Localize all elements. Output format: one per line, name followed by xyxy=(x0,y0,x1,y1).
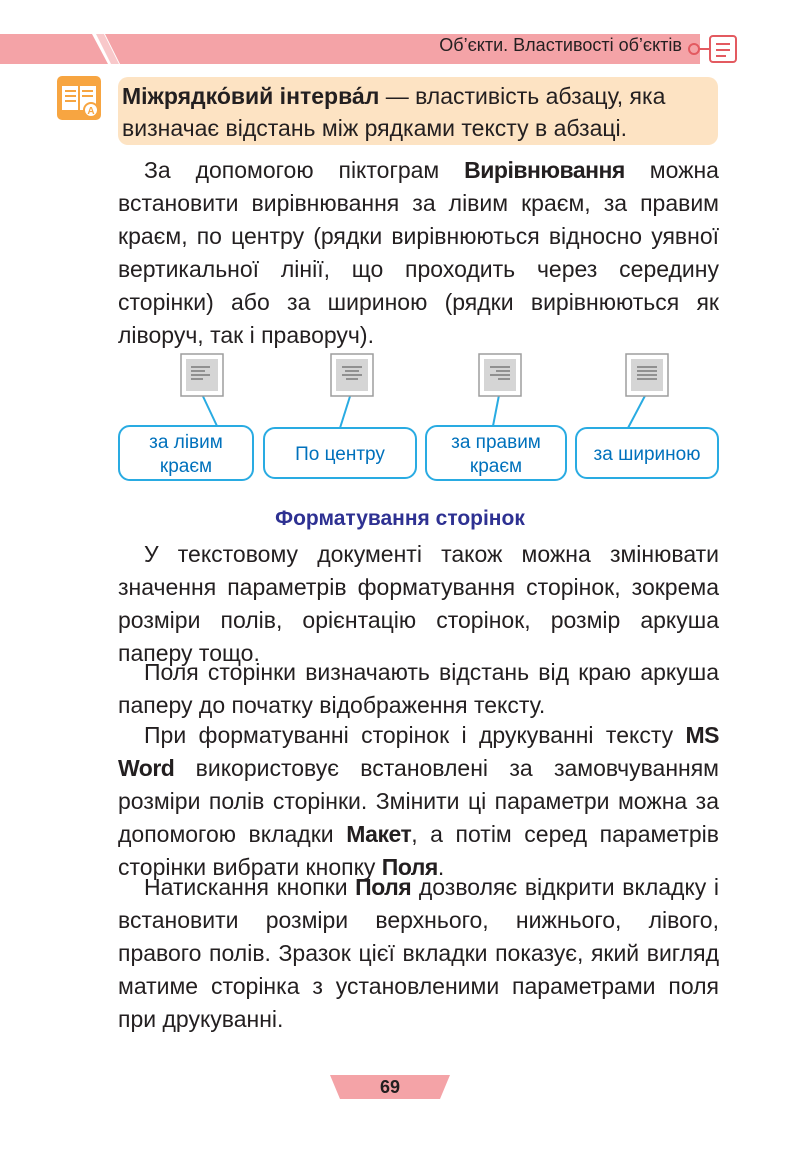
alignment-diagram xyxy=(0,340,800,500)
paragraph-fields-button xyxy=(118,871,719,1036)
text-run: У текстовому документі також можна змінювати значення параметрів форматування сторінок, зокрема розміри полів, орієнтацію сторінок, розмір аркуша паперу тощо. xyxy=(118,541,719,666)
align-center-icon xyxy=(331,354,373,396)
section-title: Форматування сторінок xyxy=(275,507,525,530)
bold-term: Макет xyxy=(346,821,412,847)
paragraph-ms-word xyxy=(118,719,719,884)
text-run: використовує встановлені за замовчуванням розміри полів сторінки. Змінити ці параметри можна за допомогою вкладки xyxy=(118,755,719,847)
text-run: . xyxy=(437,854,445,880)
align-left-label-1: за лівим xyxy=(149,432,223,453)
align-justify-label: за шириною xyxy=(593,444,701,465)
align-right-label-2: краєм xyxy=(469,456,523,477)
text-run: дозволяє відкрити вкладку і встановити розміри верхнього, нижнього, лівого, правого полів. Зразок цієї вкладки показує, який вигляд матиме сторінка з установленими параметрами поля при друкуванні. xyxy=(118,874,719,1032)
text-run: За допомогою піктограм xyxy=(144,157,465,183)
align-justify-icon xyxy=(626,354,668,396)
definition-book-icon xyxy=(55,74,105,124)
bold-term: Поля xyxy=(381,854,438,880)
paragraph-alignment xyxy=(118,154,719,352)
bold-term: Поля xyxy=(355,874,412,900)
paragraph-margins xyxy=(118,656,719,722)
text-run: Поля сторінки визначають відстань від краю аркуша паперу до початку відображення тексту. xyxy=(118,659,719,718)
bold-term: MS Word xyxy=(118,722,719,781)
definition-body: — властивість абзацу, яка визначає відстань між рядками тексту в абзаці. xyxy=(122,83,666,141)
align-left-icon xyxy=(181,354,223,396)
definition-term: Міжрядко́вий інтерва́л xyxy=(122,83,380,109)
align-right-label-1: за правим xyxy=(451,432,541,453)
text-run: Натискання кнопки xyxy=(144,874,356,900)
notebook-icon xyxy=(686,32,742,66)
header-title: Об’єкти. Властивості об’єктів xyxy=(439,35,682,55)
svg-text:A: A xyxy=(87,106,95,117)
definition-text xyxy=(122,80,722,144)
text-run: , а потім серед параметрів сторінки вибрати кнопку xyxy=(118,821,719,880)
bold-term: Вирівнювання xyxy=(464,157,625,183)
text-run: можна встановити вирівнювання за лівим краєм, за правим краєм, по центру (рядки вирівнюються відносно уявної вертикальної лінії, що проходить через середину сторінки) або за шириною (рядки вирівнюються як ліворуч, так і праворуч). xyxy=(118,157,719,348)
paragraph-page-formatting xyxy=(118,538,719,670)
align-center-label: По центру xyxy=(295,444,385,465)
align-left-label-2: краєм xyxy=(159,456,213,477)
align-right-icon xyxy=(479,354,521,396)
page-number: 69 xyxy=(379,1077,401,1097)
text-run: При форматуванні сторінок і друкуванні тексту xyxy=(144,722,686,748)
